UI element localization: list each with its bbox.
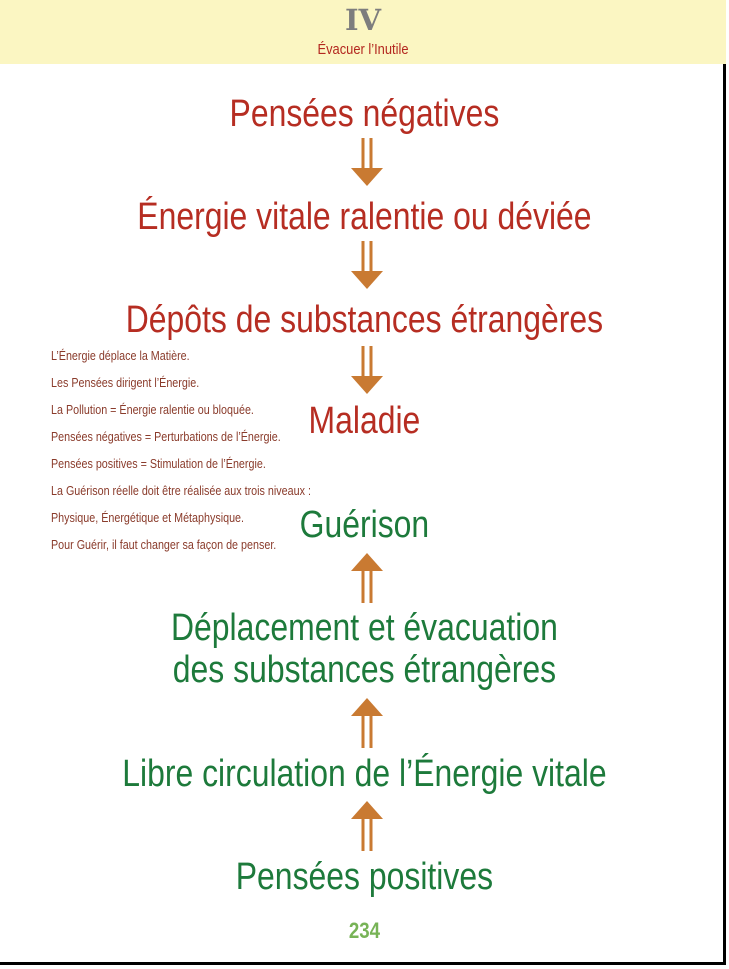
note-item: Physique, Énergétique et Métaphysique. [51,511,245,525]
step-displacement-line-2: des substances étrangères [172,649,557,691]
step-negative-thoughts: Pensées négatives [229,93,500,135]
step-positive-thoughts: Pensées positives [235,856,494,898]
chapter-title: Évacuer l’Inutile [317,41,409,58]
note-item: Les Pensées dirigent l’Énergie. [51,376,200,390]
double-arrow-down-icon [350,346,384,396]
notes-list [51,348,351,564]
double-arrow-down-icon [350,241,384,291]
step-foreign-deposits: Dépôts de substances étrangères [125,299,604,341]
step-free-circulation: Libre circulation de l’Énergie vitale [122,753,607,795]
note-item: La Pollution = Énergie ralentie ou bloquée. [51,403,254,417]
note-item: La Guérison réelle doit être réalisée aux trois niveaux : [51,484,311,498]
step-healing: Guérison [299,504,430,546]
step-disease: Maladie [308,400,421,442]
note-item: L’Énergie déplace la Matière. [51,349,190,363]
page-number: 234 [348,918,381,943]
note-item: Pour Guérir, il faut changer sa façon de penser. [51,538,277,552]
note-item: Pensées positives = Stimulation de l’Énergie. [51,457,266,471]
double-arrow-down-icon [350,138,384,188]
double-arrow-up-icon [350,801,384,851]
double-arrow-up-icon [350,698,384,748]
chapter-header [0,0,726,64]
step-slowed-energy: Énergie vitale ralentie ou déviée [137,196,592,238]
step-displacement-line-1: Déplacement et évacuation [170,607,558,649]
note-item: Pensées négatives = Perturbations de l’Énergie. [51,430,281,444]
double-arrow-up-icon [350,553,384,603]
chapter-number: IV [344,3,382,37]
